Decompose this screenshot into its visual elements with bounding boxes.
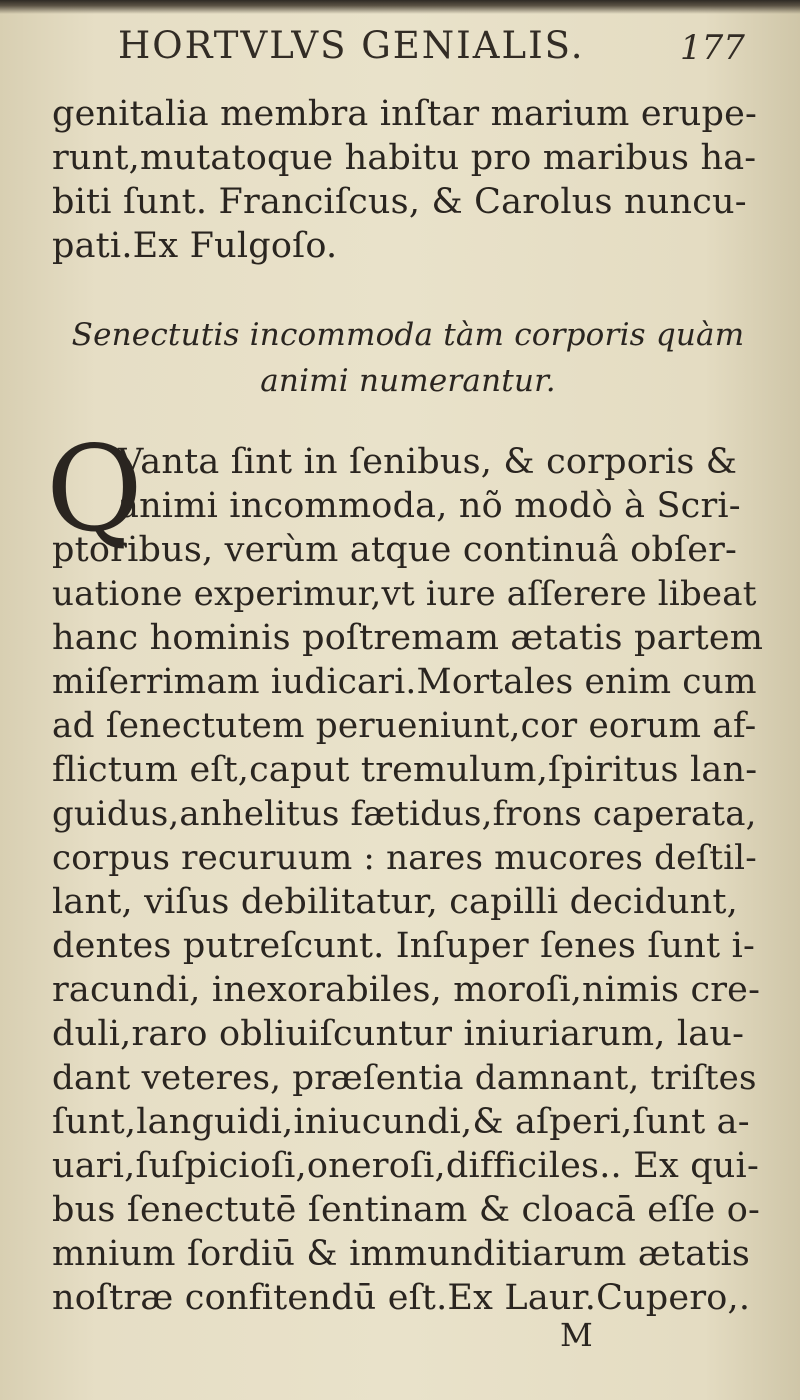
text-line: uatione experimur,vt iure aſſerere libeat — [52, 574, 757, 614]
text-line: racundi, inexorabiles, moroſi,nimis cre- — [52, 970, 761, 1010]
text-line: flictum eſt,caput tremulum,ſpiritus lan- — [52, 750, 758, 790]
text-line: ad ſenectutem perueniunt,cor eorum af- — [52, 706, 757, 746]
text-line: hanc hominis poſtremam ætatis partem — [52, 618, 764, 658]
heading-line: Senectutis incommoda tàm corporis quàm — [71, 317, 745, 353]
text-line: corpus recuruum : nares mucores deſtil- — [52, 838, 757, 878]
text-line: Vanta ſint in ſenibus, & corporis & — [118, 442, 738, 482]
text-line: pati.Ex Fulgoſo. — [52, 226, 338, 266]
text-line: uari,ſuſpicioſi,oneroſi,difficiles.. Ex qui- — [52, 1146, 759, 1186]
paragraph-senectus — [52, 440, 764, 1320]
page-top-edge — [0, 0, 800, 14]
catchword: M — [560, 1316, 593, 1354]
text-line: genitalia membra inſtar marium erupe- — [52, 94, 758, 134]
heading-line: animi numerantur. — [260, 363, 556, 399]
text-line: biti ſunt. Franciſcus, & Carolus nuncu- — [52, 182, 747, 222]
paragraph-continued — [52, 92, 764, 268]
drop-cap: Q — [46, 420, 143, 558]
running-head: HORTVLVS GENIALIS. — [118, 24, 585, 67]
text-line: dant veteres, præſentia damnant, triſtes — [52, 1058, 757, 1098]
text-line: noſtræ confitendū eſt.Ex Laur.Cupero,. — [52, 1278, 751, 1318]
text-line: ptoribus, verùm atque continuâ obſer- — [52, 530, 738, 570]
text-line: mnium ſordiū & immunditiarum ætatis — [52, 1234, 751, 1274]
text-line: bus ſenectutē ſentinam & cloacā eſſe o- — [52, 1190, 761, 1230]
text-line: ſunt,languidi,iniucundi,& aſperi,ſunt a- — [52, 1102, 750, 1142]
page-number: 177 — [680, 28, 745, 68]
text-line: dentes putreſcunt. Inſuper ſenes ſunt i- — [52, 926, 756, 966]
text-line: runt,mutatoque habitu pro maribus ha- — [52, 138, 757, 178]
text-line: animi incommoda, nõ modò à Scri- — [118, 486, 741, 526]
text-line: guidus,anhelitus fætidus,frons caperata, — [52, 794, 757, 833]
section-heading — [52, 312, 764, 404]
page-header — [0, 18, 800, 78]
text-line: miſerrimam iudicari.Mortales enim cum — [52, 662, 757, 702]
text-line: duli,raro obliuiſcuntur iniuriarum, lau- — [52, 1014, 745, 1054]
text-line: lant, viſus debilitatur, capilli decidunt, — [52, 882, 739, 922]
